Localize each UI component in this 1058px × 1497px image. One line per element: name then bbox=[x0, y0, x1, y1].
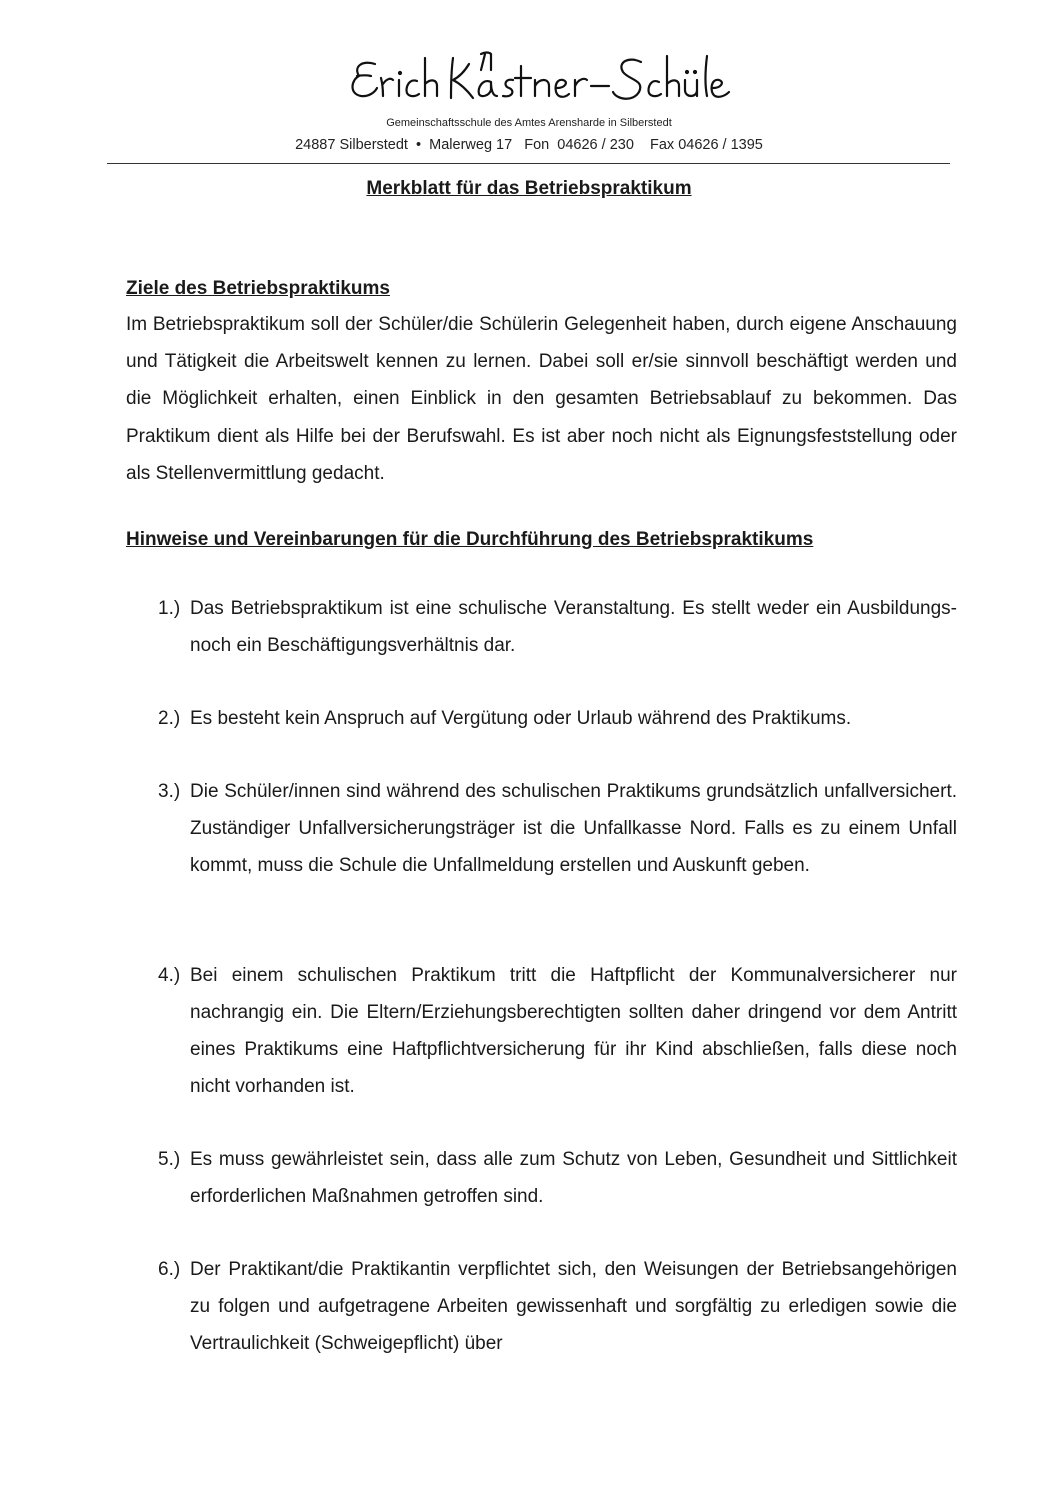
list-item-number: 6.) bbox=[158, 1259, 181, 1280]
list-item bbox=[158, 590, 957, 664]
list-item-number: 3.) bbox=[158, 781, 181, 802]
header-divider bbox=[107, 163, 950, 164]
list-item bbox=[158, 773, 957, 884]
goals-paragraph: Im Betriebspraktikum soll der Schüler/die Schülerin Gelegenheit haben, durch eigene Anschauung und Tätigkeit die Arbeitswelt kennen zu lernen. Dabei soll er/sie sinnvoll beschäftigt werden und die Möglichkeit erhalten, einen Einblick in den gesamten Betriebsablauf zu bekommen. Das Praktikum dient als Hilfe bei der Berufswahl. Es ist aber noch nicht als Eignungsfeststellung oder als Stellenvermittlung gedacht. bbox=[126, 314, 957, 484]
list-item bbox=[158, 1251, 957, 1362]
list-item-text: Der Praktikant/die Praktikantin verpflichtet sich, den Weisungen der Betriebsangehörigen zu folgen und aufgetragene Arbeiten gewissenhaft und sorgfältig zu erledigen sowie die Vertraulichkeit (Schweigepflicht) über bbox=[190, 1259, 957, 1354]
list-item-text: Es muss gewährleistet sein, dass alle zum Schutz von Leben, Gesundheit und Sittlichkeit erforderlichen Maßnahmen getroffen sind. bbox=[190, 1149, 957, 1207]
list-item-text: Es besteht kein Anspruch auf Vergütung oder Urlaub während des Praktikums. bbox=[190, 708, 852, 729]
list-item-text: Bei einem schulischen Praktikum tritt die Haftpflicht der Kommunalversicherer nur nachrangig ein. Die Eltern/Erziehungsberechtigten sollten daher dringend vor dem Antritt eines Praktikums eine Haftpflichtversicherung für ihr Kind abschließen, falls diese noch nicht vorhanden ist. bbox=[190, 965, 957, 1097]
school-logo bbox=[345, 48, 735, 114]
list-item-number: 4.) bbox=[158, 965, 181, 986]
list-item-text: Die Schüler/innen sind während des schulischen Praktikums grundsätzlich unfallversichert. Zuständiger Unfallversicherungsträger ist die Unfallkasse Nord. Falls es zu einem Unfall kommt, muss die Schule die Unfallmeldung erstellen und Auskunft geben. bbox=[190, 781, 957, 876]
list-item-number: 5.) bbox=[158, 1149, 181, 1170]
list-item bbox=[158, 957, 957, 1105]
list-item-number: 2.) bbox=[158, 708, 181, 729]
section-heading-goals: Ziele des Betriebspraktikums bbox=[126, 278, 390, 299]
list-item bbox=[158, 700, 957, 737]
section-heading-notes: Hinweise und Vereinbarungen für die Durchführung des Betriebspraktikums bbox=[126, 529, 814, 550]
school-subtitle: Gemeinschaftsschule des Amtes Arensharde in Silberstedt bbox=[386, 117, 672, 129]
list-item-number: 1.) bbox=[158, 598, 181, 619]
document-title: Merkblatt für das Betriebspraktikum bbox=[366, 178, 692, 199]
school-address: 24887 Silberstedt • Malerweg 17 Fon 04626 / 230 Fax 04626 / 1395 bbox=[295, 137, 763, 153]
list-item bbox=[158, 1141, 957, 1215]
list-item-text: Das Betriebspraktikum ist eine schulische Veranstaltung. Es stellt weder ein Ausbildungs- noch ein Beschäftigungsverhältnis dar. bbox=[190, 598, 957, 656]
